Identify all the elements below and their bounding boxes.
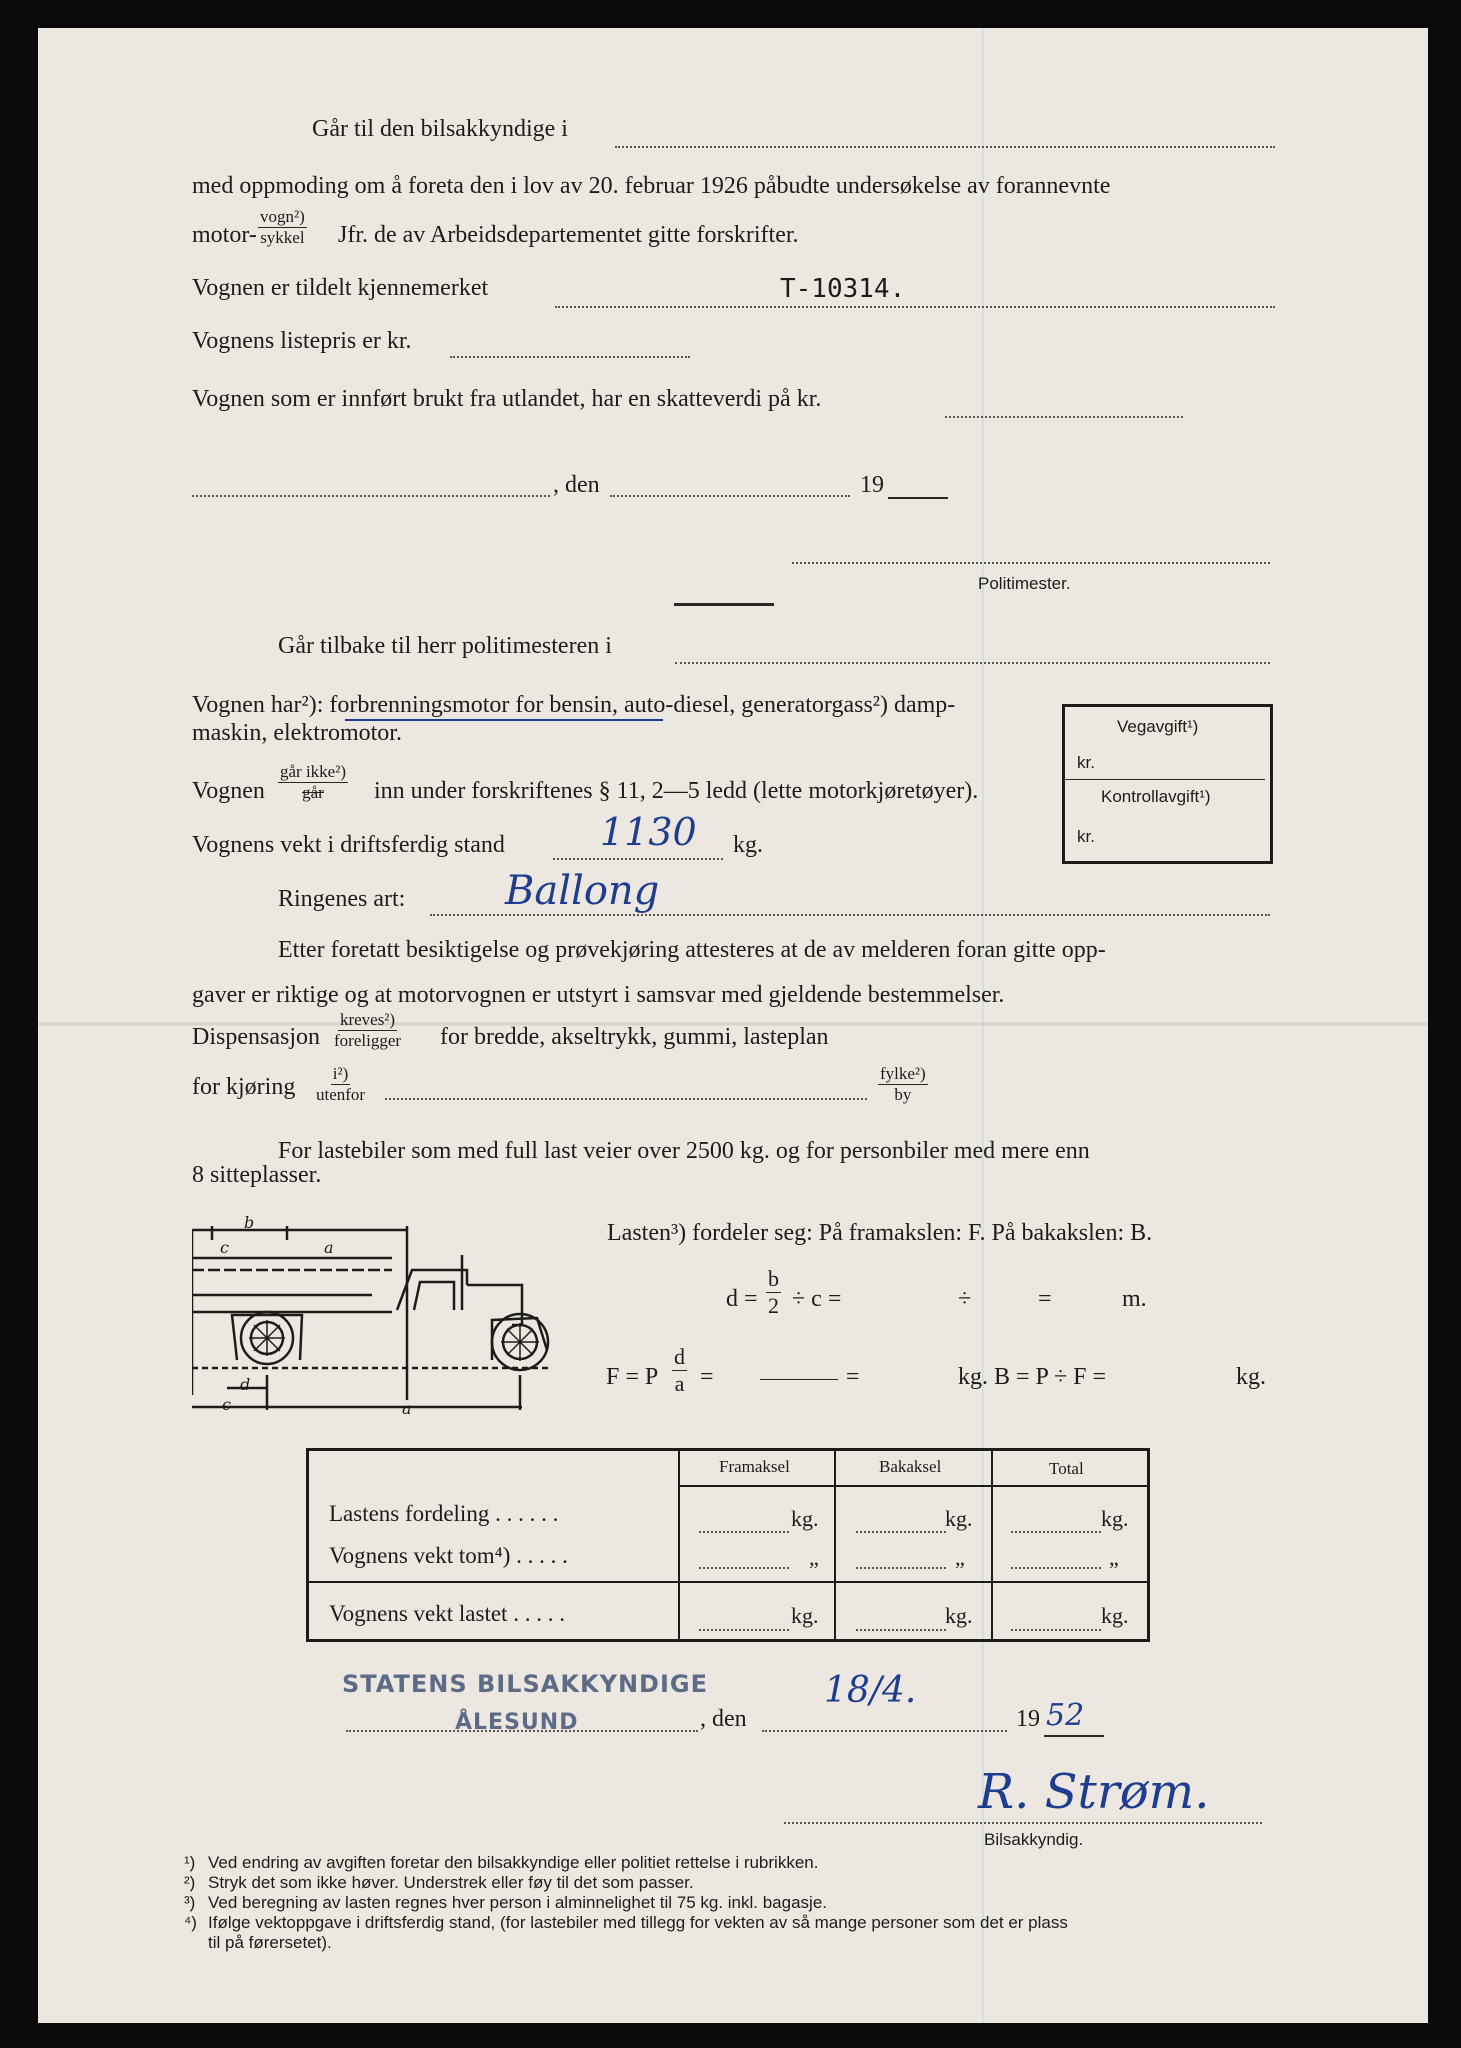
stamp-line1: STATENS BILSAKKYNDIGE — [342, 1670, 708, 1698]
weight-label: Vognens vekt i driftsferdig stand — [192, 832, 505, 858]
taxvalue-label: Vognen som er innført brukt fra utlandet, har en skatteverdi på kr. — [192, 386, 822, 412]
table-row[interactable] — [856, 1629, 946, 1631]
header-bakaksel: Bakaksel — [879, 1457, 942, 1476]
politimester-signature-line[interactable] — [792, 562, 1270, 564]
frac-bottom: 2 — [768, 1293, 779, 1318]
frac-top: i²) — [332, 1064, 349, 1083]
sign-date-value: 18/4. — [824, 1670, 917, 1711]
attest-line1: Etter foretatt besiktigelse og prøvekjøring attesteres at de av melderen foran gitte opp- — [278, 937, 1106, 963]
den-label: , den — [553, 472, 600, 498]
load-table — [306, 1448, 1150, 1642]
svg-text:c: c — [220, 1238, 229, 1257]
tyres-value: Ballong — [505, 868, 660, 914]
cell-unit: kg. — [1101, 1603, 1129, 1628]
table-row[interactable] — [1011, 1567, 1101, 1569]
taxvalue-field[interactable] — [945, 416, 1183, 418]
request-line: med oppmoding om å foreta den i lov av 20. februar 1926 påbudte undersøkelse av forannevnte — [192, 173, 1111, 199]
vegavgift-label: Vegavgift¹) — [1117, 717, 1199, 736]
footnote-4: Ifølge vektoppgave i driftsferdig stand, (for lastebiler med tillegg for vekten av så mange personer som det er plass — [208, 1913, 1068, 1932]
regulations-text: Jfr. de av Arbeidsdepartementet gitte forskrifter. — [338, 222, 799, 248]
footnote-3: Ved beregning av lasten regnes hver person i alminnelighet til 75 kg. inkl. bagasje. — [208, 1893, 827, 1912]
vogn-sykkel-fraction — [258, 207, 307, 248]
svg-text:b: b — [244, 1213, 255, 1232]
frac-bottom: utenfor — [316, 1085, 366, 1104]
place-field[interactable] — [192, 495, 550, 497]
gar-fraction — [278, 762, 348, 803]
svg-text:d: d — [240, 1375, 251, 1394]
formula1-rest: ÷ c = — [792, 1286, 842, 1312]
plate-field[interactable] — [555, 306, 1275, 308]
attest-line2: gaver er riktige og at motorvognen er utstyrt i samsvar med gjeldende bestemmelser. — [192, 982, 1005, 1008]
footnote-4-cont: til på førersetet). — [208, 1933, 332, 1952]
section-divider — [674, 603, 774, 606]
frac-top: d — [674, 1344, 685, 1369]
header-framaksel: Framaksel — [719, 1457, 790, 1476]
stamp-line2: ÅLESUND — [455, 1710, 579, 1735]
engine-line1: Vognen har²): forbrenningsmotor for bensin, auto-diesel, generatorgass²) damp- — [192, 692, 956, 718]
cell-unit: „ — [1109, 1545, 1119, 1570]
cell-unit: kg. — [945, 1603, 973, 1628]
table-row[interactable] — [699, 1629, 789, 1631]
header-total: Total — [1049, 1459, 1084, 1478]
weight-value: 1130 — [600, 810, 697, 854]
fylke-by-fraction — [878, 1064, 928, 1105]
formula1-eq: = — [1038, 1286, 1052, 1312]
footnote-3-num: ³) — [184, 1893, 196, 1912]
i-utenfor-fraction — [316, 1064, 365, 1105]
footnote-1-num: ¹) — [184, 1853, 196, 1872]
motor-prefix: motor- — [192, 222, 257, 248]
cell-unit: kg. — [945, 1506, 973, 1531]
footnote-2-num: ²) — [184, 1873, 196, 1892]
fee-box — [1062, 704, 1273, 864]
truck-diagram-icon — [192, 1210, 572, 1420]
listprice-label: Vognens listepris er kr. — [192, 328, 412, 354]
engine-line2: maskin, elektromotor. — [192, 720, 402, 746]
footnote-2: Stryk det som ikke høver. Understrek eller føy til det som passer. — [208, 1873, 694, 1892]
sign-year-prefix: 19 — [1016, 1706, 1040, 1732]
formula1-d: d = — [726, 1286, 758, 1312]
table-row[interactable] — [699, 1531, 789, 1533]
sign-year-field[interactable] — [1044, 1735, 1104, 1737]
lasten-line: Lasten³) fordeler seg: På framakslen: F. På bakakslen: B. — [607, 1220, 1153, 1246]
cell-unit: „ — [955, 1545, 965, 1570]
formula2-kg2: kg. — [1236, 1364, 1266, 1390]
frac-bottom: går — [302, 783, 324, 802]
weight-field[interactable] — [553, 858, 723, 860]
table-row[interactable] — [1011, 1629, 1101, 1631]
return-field[interactable] — [675, 662, 1270, 664]
svg-text:a: a — [402, 1399, 412, 1418]
row-label-lastens: Lastens fordeling . . . . . . — [329, 1501, 559, 1526]
b-over-2 — [766, 1266, 781, 1319]
row-label-tom: Vognens vekt tom⁴) . . . . . — [329, 1543, 568, 1568]
vegavgift-field[interactable] — [1065, 779, 1265, 780]
formula1-div: ÷ — [958, 1286, 972, 1312]
kreves-fraction — [334, 1010, 401, 1051]
forskrift-text: inn under forskriftenes § 11, 2—5 ledd (lette motorkjøretøyer). — [374, 778, 979, 804]
frac-top: kreves²) — [339, 1010, 396, 1029]
dispensasjon-prefix: Dispensasjon — [192, 1024, 320, 1050]
date-field[interactable] — [610, 495, 850, 497]
signature-value: R. Strøm. — [978, 1764, 1210, 1820]
cell-unit: kg. — [1101, 1506, 1129, 1531]
cell-unit: kg. — [791, 1506, 819, 1531]
weight-unit: kg. — [733, 832, 763, 858]
sign-place-field[interactable] — [346, 1730, 698, 1732]
frac-top: vogn²) — [260, 207, 305, 226]
cell-unit: „ — [809, 1545, 819, 1570]
frac-bottom: sykkel — [260, 228, 305, 247]
signature-label: Bilsakkyndig. — [984, 1830, 1084, 1849]
frac-top: b — [768, 1266, 779, 1291]
formula2-fraction-bar — [760, 1379, 838, 1380]
kontrollavgift-label: Kontrollavgift¹) — [1101, 787, 1211, 806]
table-row[interactable] — [1011, 1531, 1101, 1533]
table-row[interactable] — [699, 1567, 789, 1569]
listprice-field[interactable] — [450, 356, 690, 358]
sign-year-value: 52 — [1046, 1698, 1085, 1733]
frac-bottom: a — [674, 1371, 685, 1396]
signature-line[interactable] — [784, 1822, 1262, 1824]
kr-label-1: kr. — [1077, 753, 1095, 772]
tyres-field[interactable] — [430, 914, 1270, 916]
vognen-prefix: Vognen — [192, 778, 265, 804]
frac-bottom: by — [894, 1085, 912, 1104]
tyres-label: Ringenes art: — [278, 886, 406, 912]
intro-line: Går til den bilsakkyndige i — [312, 116, 568, 142]
lastebiler-line1: For lastebiler som med full last veier over 2500 kg. og for personbiler med mere enn — [278, 1138, 1090, 1164]
table-row[interactable] — [856, 1567, 946, 1569]
kjoring-field[interactable] — [385, 1098, 867, 1100]
formula2-eq1: = — [700, 1364, 714, 1390]
kr-label-2: kr. — [1077, 827, 1095, 846]
return-line: Går tilbake til herr politimesteren i — [278, 633, 612, 659]
formula2-eq2: = — [846, 1364, 860, 1390]
table-row[interactable] — [856, 1531, 946, 1533]
formula2-f: F = P — [606, 1364, 659, 1390]
cell-unit: kg. — [791, 1603, 819, 1628]
footnote-1: Ved endring av avgiften foretar den bilsakkyndige eller politiet rettelse i rubrikken. — [208, 1853, 819, 1872]
lastebiler-line2: 8 sitteplasser. — [192, 1162, 322, 1188]
row-label-lastet: Vognens vekt lastet . . . . . — [329, 1601, 565, 1626]
frac-top: går ikke²) — [280, 762, 346, 781]
sign-den-label: , den — [700, 1706, 747, 1732]
frac-top: fylke²) — [880, 1064, 926, 1083]
svg-text:c: c — [222, 1395, 231, 1414]
plate-label: Vognen er tildelt kjennemerket — [192, 275, 489, 301]
dispensasjon-text: for bredde, akseltrykk, gummi, lasteplan — [440, 1024, 829, 1050]
svg-text:a: a — [324, 1238, 334, 1257]
formula1-m: m. — [1122, 1286, 1147, 1312]
year-field[interactable] — [888, 497, 948, 499]
politimester-label: Politimester. — [978, 574, 1071, 593]
city-field[interactable] — [615, 146, 1275, 148]
frac-bottom: foreligger — [334, 1031, 402, 1050]
formula2-kg1: kg. B = P ÷ F = — [958, 1364, 1107, 1390]
footnote-4-num: ⁴) — [184, 1913, 197, 1932]
sign-date-field[interactable] — [762, 1730, 1007, 1732]
kjoring-prefix: for kjøring — [192, 1074, 296, 1100]
d-over-a — [672, 1344, 687, 1397]
plate-number: T-10314. — [780, 274, 906, 304]
year-prefix: 19 — [860, 472, 884, 498]
